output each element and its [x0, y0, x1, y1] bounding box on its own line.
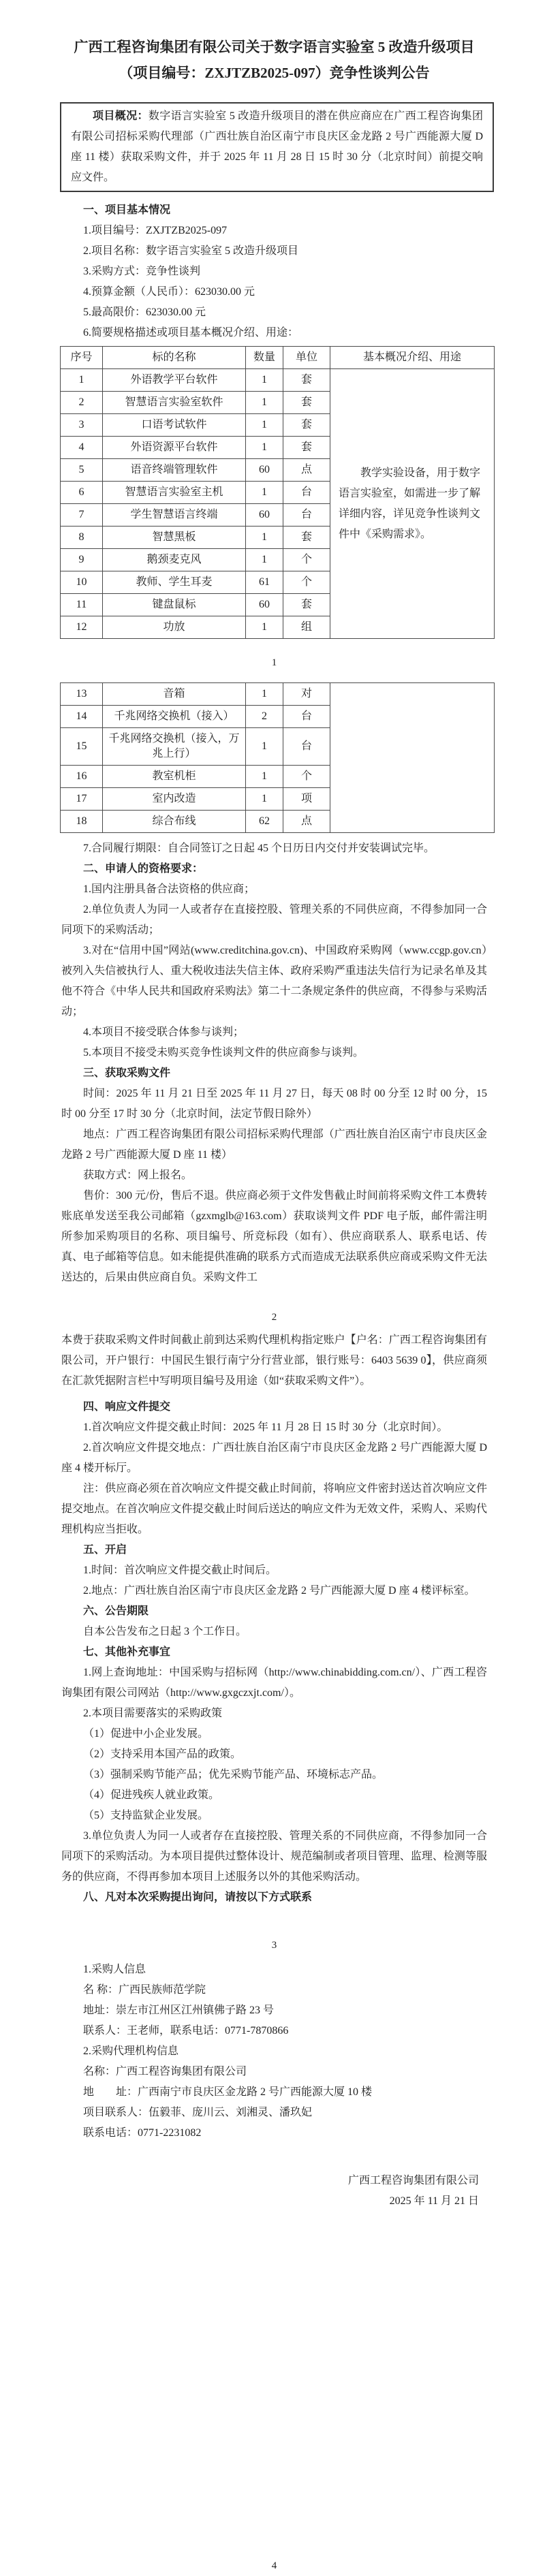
cell-qty: 1: [246, 482, 283, 504]
document-obtain-time: 时间：2025 年 11 月 21 日至 2025 年 11 月 27 日，每天 08 时 00 分至 12 时 00 分，15 时 00 分至 17 时 30 分（北京时间，法定节假日除外）: [61, 1088, 487, 1120]
cell-unit: 套: [283, 437, 330, 459]
cell-qty: 1: [246, 788, 283, 811]
column-header: 标的名称: [103, 347, 246, 369]
agent-info-heading: 2.采购代理机构信息: [83, 2045, 179, 2057]
cell-unit: 点: [283, 459, 330, 482]
price-ceiling: 5.最高限价：623030.00 元: [83, 307, 206, 318]
agent-name: 名称：广西工程咨询集团有限公司: [83, 2066, 247, 2077]
section-5-heading: 五、开启: [83, 1544, 127, 1556]
document-obtain-place: 地点：广西工程咨询集团有限公司招标采购代理部（广西壮族自治区南宁市良庆区金龙路 2 号广西能源大厦 D 座 11 楼）: [61, 1129, 487, 1161]
section-3-heading: 三、获取采购文件: [83, 1067, 171, 1079]
policy-item-5: （5）支持监狱企业发展。: [83, 1810, 209, 1821]
submission-place: 2.首次响应文件提交地点：广西壮族自治区南宁市良庆区金龙路 2 号广西能源大厦 D 座 4 楼开标厅。: [61, 1442, 487, 1474]
cell-unit: 项: [283, 788, 330, 811]
cell-qty: 1: [246, 616, 283, 639]
cell-qty: 1: [246, 369, 283, 392]
cell-item-name: 音箱: [103, 683, 246, 706]
column-header: 单位: [283, 347, 330, 369]
signature-date: 2025 年 11 月 21 日: [389, 2195, 479, 2207]
cell-unit: 对: [283, 683, 330, 706]
section-6-heading: 六、公告期限: [83, 1605, 149, 1617]
cell-item-name: 功放: [103, 616, 246, 639]
page-number: 3: [271, 1940, 277, 1951]
agent-contacts: 项目联系人：伍毅菲、庞川云、刘湘灵、潘玖妃: [83, 2107, 313, 2118]
cell-index: 7: [61, 504, 103, 527]
budget-amount: 4.预算金额（人民币）：623030.00 元: [83, 286, 255, 298]
cell-index: 17: [61, 788, 103, 811]
project-overview-box: [60, 102, 494, 192]
qualification-item-5: 5.本项目不接受未购买竞争性谈判文件的供应商参与谈判。: [83, 1047, 364, 1058]
agent-address: 地 址：广西南宁市良庆区金龙路 2 号广西能源大厦 10 楼: [83, 2086, 373, 2098]
cell-item-name: 千兆网络交换机（接入，万兆上行）: [103, 728, 246, 766]
cell-item-name: 外语资源平台软件: [103, 437, 246, 459]
table-row: [61, 369, 495, 392]
cell-unit: 套: [283, 594, 330, 616]
project-number: 1.项目编号：ZXJTZB2025-097: [83, 225, 228, 236]
cell-qty: 2: [246, 706, 283, 728]
cell-unit: 台: [283, 706, 330, 728]
cell-index: 18: [61, 811, 103, 833]
announcement-period: 自本公告发布之日起 3 个工作日。: [83, 1626, 247, 1637]
cell-index: 5: [61, 459, 103, 482]
merged-description-text: 教学实验设备，用于数字语言实验室，如需进一步了解详细内容，详见竞争性谈判文件中《采购需求》。: [339, 467, 481, 540]
cell-item-name: 鹅颈麦克风: [103, 549, 246, 571]
document-price-part2: 本费于获取采购文件时间截止前到达采购代理机构指定账户【户名：广西工程咨询集团有限公司，开户银行：中国民生银行南宁分行营业部，银行账号：6403 5639 0】，供应商须在汇款凭据附言栏中写明项目编号及用途（如“获取采购文件”）。: [61, 1334, 487, 1387]
cell-unit: 个: [283, 549, 330, 571]
qualification-item-3: 3.对在“信用中国”网站(www.creditchina.gov.cn)、中国政府采购网（www.ccgp.gov.cn）被列入失信被执行人、重大税收违法失信主体、政府采购严重违法失信行为记录名单及其他不符合《中华人民共和国政府采购法》第二十二条规定条件的供应商，不得参与采购活动；: [61, 945, 487, 1018]
cell-unit: 套: [283, 527, 330, 549]
cell-index: 3: [61, 414, 103, 437]
procurement-method: 3.采购方式：竞争性谈判: [83, 266, 201, 277]
cell-item-name: 教室机柜: [103, 766, 246, 788]
policy-item-4: （4）促进残疾人就业政策。: [83, 1789, 220, 1801]
cell-qty: 60: [246, 459, 283, 482]
opening-time: 1.时间：首次响应文件提交截止时间后。: [83, 1565, 277, 1576]
cell-item-name: 智慧语言实验室软件: [103, 392, 246, 414]
cell-index: 9: [61, 549, 103, 571]
agent-phone: 联系电话：0771-2231082: [83, 2127, 202, 2139]
cell-item-name: 智慧黑板: [103, 527, 246, 549]
cell-qty: 61: [246, 571, 283, 594]
cell-index: 15: [61, 728, 103, 766]
qualification-item-1: 1.国内注册具备合法资格的供应商；: [83, 883, 255, 895]
section-2-heading: 二、申请人的资格要求：: [83, 863, 204, 875]
cell-qty: 1: [246, 766, 283, 788]
cell-item-name: 学生智慧语言终端: [103, 504, 246, 527]
cell-item-name: 智慧语言实验室主机: [103, 482, 246, 504]
online-query-address: 1.网上查询地址：中国采购与招标网（http://www.chinabidding.com.cn/）、广西工程咨询集团有限公司网站（http://www.gxgczxjt.com/）。: [61, 1667, 487, 1699]
title-line-1: 广西工程咨询集团有限公司关于数字语言实验室 5 改造升级项目: [74, 39, 475, 55]
cell-qty: 1: [246, 549, 283, 571]
cell-qty: 1: [246, 392, 283, 414]
cell-item-name: 室内改造: [103, 788, 246, 811]
submission-note: 注：供应商必须在首次响应文件提交截止时间前，将响应文件密封送达首次响应文件提交地点。在首次响应文件提交截止时间后送达的响应文件为无效文件，采购人、采购代理机构应当拒收。: [61, 1483, 487, 1535]
cell-unit: 个: [283, 766, 330, 788]
document-obtain-method: 获取方式：网上报名。: [83, 1169, 193, 1181]
project-overview-label: 项目概况：: [93, 110, 149, 122]
cell-qty: 1: [246, 437, 283, 459]
goods-table-page1: [60, 346, 495, 639]
cell-index: 1: [61, 369, 103, 392]
column-header: 数量: [246, 347, 283, 369]
page-number: 4: [271, 2560, 277, 2571]
cell-index: 2: [61, 392, 103, 414]
cell-unit: 组: [283, 616, 330, 639]
cell-item-name: 语音终端管理软件: [103, 459, 246, 482]
cell-unit: 套: [283, 414, 330, 437]
table-row: [61, 683, 495, 706]
page-number: 2: [271, 1312, 277, 1323]
buyer-address: 地址：崇左市江州区江州镇佛子路 23 号: [83, 2005, 275, 2016]
section-7-heading: 七、其他补充事宜: [83, 1646, 171, 1658]
cell-unit: 台: [283, 728, 330, 766]
cell-item-name: 千兆网络交换机（接入）: [103, 706, 246, 728]
page-number: 1: [271, 657, 277, 668]
cell-index: 11: [61, 594, 103, 616]
submission-deadline: 1.首次响应文件提交截止时间：2025 年 11 月 28 日 15 时 30 分（北京时间）。: [83, 1421, 448, 1433]
qualification-item-4: 4.本项目不接受联合体参与谈判；: [83, 1026, 245, 1038]
goods-table-page2: [60, 682, 495, 833]
column-header: 序号: [61, 347, 103, 369]
project-name: 2.项目名称：数字语言实验室 5 改造升级项目: [83, 245, 299, 257]
signature-block: [61, 2171, 487, 2212]
cell-qty: 1: [246, 414, 283, 437]
cell-item-name: 口语考试软件: [103, 414, 246, 437]
policy-item-2: （2）支持采用本国产品的政策。: [83, 1748, 242, 1760]
spec-description-label: 6.简要规格描述或项目基本概况介绍、用途：: [83, 327, 299, 339]
cell-item-name: 教师、学生耳麦: [103, 571, 246, 594]
opening-place: 2.地点：广西壮族自治区南宁市良庆区金龙路 2 号广西能源大厦 D 座 4 楼评标室。: [83, 1585, 476, 1597]
cell-item-name: 综合布线: [103, 811, 246, 833]
buyer-info-heading: 1.采购人信息: [83, 1964, 146, 1975]
cell-description: [330, 683, 495, 833]
supplementary-item-3: 3.单位负责人为同一人或者存在直接控股、管理关系的不同供应商，不得参加同一合同项下的采购活动。为本项目提供过整体设计、规范编制或者项目管理、监理、检测等服务的供应商，不得再参加本项目上述服务以外的其他采购活动。: [61, 1830, 487, 1883]
cell-qty: 60: [246, 504, 283, 527]
column-header: 基本概况介绍、用途: [330, 347, 495, 369]
contract-term: 7.合同履行期限：自合同签订之日起 45 个日历日内交付并安装调试完毕。: [83, 843, 435, 854]
policy-item-3: （3）强制采购节能产品；优先采购节能产品、环境标志产品。: [83, 1769, 384, 1780]
cell-index: 16: [61, 766, 103, 788]
cell-index: 13: [61, 683, 103, 706]
cell-unit: 台: [283, 482, 330, 504]
signature-company: 广西工程咨询集团有限公司: [347, 2175, 479, 2186]
policy-item-1: （1）促进中小企业发展。: [83, 1728, 209, 1740]
cell-index: 14: [61, 706, 103, 728]
cell-index: 12: [61, 616, 103, 639]
project-overview-text: 项目概况：数字语言实验室 5 改造升级项目的潜在供应商应在广西工程咨询集团有限公司招标采购代理部（广西壮族自治区南宁市良庆区金龙路 2 号广西能源大厦 D 座 11 楼）获取采购文件，并于 2025 年 11 月 28 日 15 时 30 分（北京时间）前提交响应文件。: [71, 110, 483, 183]
cell-index: 6: [61, 482, 103, 504]
qualification-item-2: 2.单位负责人为同一人或者存在直接控股、管理关系的不同供应商，不得参加同一合同项下的采购活动；: [61, 904, 487, 936]
cell-item-name: 外语教学平台软件: [103, 369, 246, 392]
cell-description: [330, 369, 495, 639]
section-1-heading: 一、项目基本情况: [83, 204, 171, 216]
cell-unit: 套: [283, 369, 330, 392]
blank-area: [61, 2212, 487, 2556]
title-line-2: （项目编号：ZXJTZB2025-097）竞争性谈判公告: [119, 65, 430, 81]
cell-unit: 个: [283, 571, 330, 594]
document-price-part1: 售价：300 元/份，售后不退。供应商必须于文件发售截止时间前将采购文件工本费转账底单发送至我公司邮箱（gzxmglb@163.com）获取谈判文件 PDF 电子版，邮件需注明所参加采购项目的名称、项目编号、所竞标段（如有）、供应商联系人、联系电话、传真、电子邮箱等信息。如未能提供准确的联系方式而造成无法联系供应商或采购文件无法送达的，后果由供应商自负。采购文件工: [61, 1190, 487, 1283]
cell-unit: 点: [283, 811, 330, 833]
cell-qty: 1: [246, 527, 283, 549]
cell-index: 8: [61, 527, 103, 549]
buyer-contact: 联系人：王老师，联系电话：0771-7870866: [83, 2025, 289, 2037]
cell-item-name: 键盘鼠标: [103, 594, 246, 616]
cell-unit: 台: [283, 504, 330, 527]
page-title: [61, 34, 487, 86]
table-header-row: [61, 347, 495, 369]
cell-index: 10: [61, 571, 103, 594]
cell-qty: 1: [246, 683, 283, 706]
procurement-policy-label: 2.本项目需要落实的采购政策: [83, 1708, 223, 1719]
cell-qty: 60: [246, 594, 283, 616]
section-4-heading: 四、响应文件提交: [83, 1401, 171, 1413]
cell-qty: 1: [246, 728, 283, 766]
buyer-name: 名 称：广西民族师范学院: [83, 1984, 206, 1996]
cell-qty: 62: [246, 811, 283, 833]
cell-index: 4: [61, 437, 103, 459]
section-8-heading: 八、凡对本次采购提出询问，请按以下方式联系: [83, 1891, 313, 1903]
cell-unit: 套: [283, 392, 330, 414]
